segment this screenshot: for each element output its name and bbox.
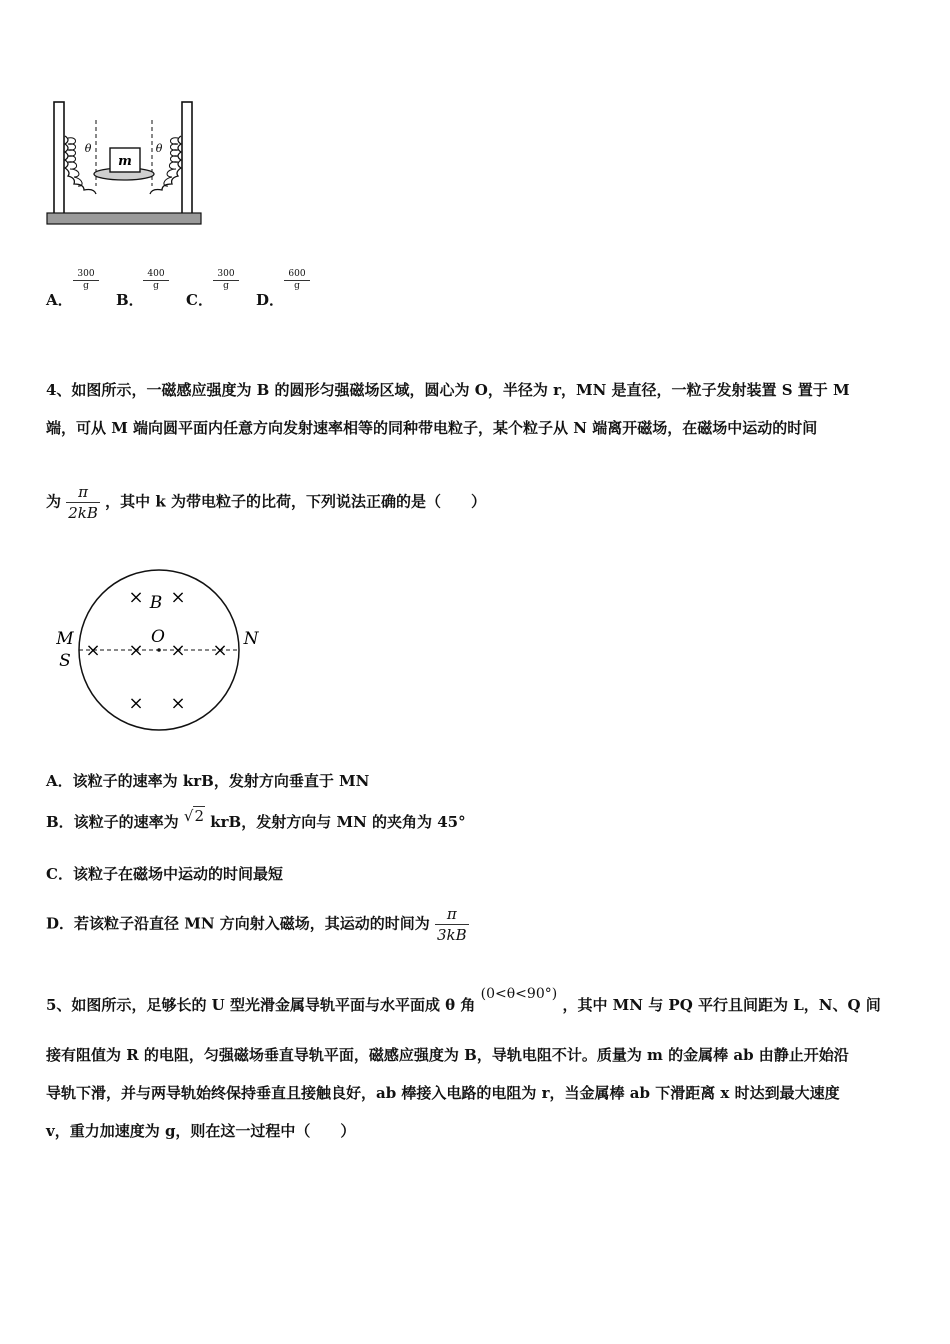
field-mark: × xyxy=(170,640,186,661)
field-mark: × xyxy=(128,693,144,714)
q3-option-b-fraction: $\frac{400}{g}$ xyxy=(143,269,169,292)
spring-apparatus-figure xyxy=(44,98,206,228)
q4-line-3-prefix: 为 xyxy=(46,492,62,511)
label-n: N xyxy=(243,629,259,649)
q4-option-d-prefix: D．若该粒子沿直径 MN 方向射入磁场，其运动的时间为 xyxy=(46,914,430,933)
q4-line-3 xyxy=(46,482,486,523)
right-spring-coils xyxy=(164,138,178,186)
field-mark: × xyxy=(128,587,144,608)
q4-option-b[interactable] xyxy=(46,807,466,832)
q4-option-c[interactable]: C．该粒子在磁场中运动的时间最短 xyxy=(46,865,283,883)
q5-line-1-prefix: 5、如图所示，足够长的 U 型光滑金属导轨平面与水平面成 θ 角 xyxy=(46,996,476,1014)
q5-angle-range: (0<θ<90°) xyxy=(480,986,558,1002)
q4-option-d[interactable] xyxy=(46,904,469,945)
q4-option-a[interactable]: A．该粒子的速率为 krB，发射方向垂直于 MN xyxy=(46,772,370,790)
base-plate xyxy=(47,213,201,224)
q5-line-2: 接有阻值为 R 的电阻，匀强磁场垂直导轨平面，磁感应强度为 B，导轨电阻不计。质量为 m 的金属棒 ab 由静止开始沿 xyxy=(46,1046,849,1064)
q4-time-fraction: $\frac{\pi}{2kB}$ xyxy=(68,483,98,522)
left-spring-coils xyxy=(68,138,82,186)
right-post xyxy=(182,102,192,214)
label-b: B xyxy=(149,593,163,613)
sqrt-expression: √2 xyxy=(183,807,205,825)
field-mark: × xyxy=(170,587,186,608)
q3-option-d-fraction: $\frac{600}{g}$ xyxy=(284,269,310,292)
q4-option-d-fraction: $\frac{\pi}{3kB}$ xyxy=(437,905,467,944)
label-m: M xyxy=(56,629,74,649)
q3-option-d-label[interactable]: D． xyxy=(256,291,285,309)
label-o: O xyxy=(151,627,165,647)
q4-option-b-suffix: krB，发射方向与 MN 的夹角为 45° xyxy=(210,813,466,831)
q3-option-a-label[interactable]: A． xyxy=(46,291,73,309)
q4-line-2: 端，可从 M 端向圆平面内任意方向发射速率相等的同种带电粒子，某个粒子从 N 端离开磁场，在磁场中运动的时间 xyxy=(46,419,818,437)
field-mark: × xyxy=(128,640,144,661)
mass-label: m xyxy=(118,154,132,169)
angle-right-label: θ xyxy=(155,142,163,155)
q5-line-1 xyxy=(46,986,881,1016)
q4-line-1: 4、如图所示，一磁感应强度为 B 的圆形匀强磁场区域，圆心为 O，半径为 r，MN 是直径，一粒子发射装置 S 置于 M xyxy=(46,381,850,399)
center-dot xyxy=(157,648,161,652)
field-mark: × xyxy=(170,693,186,714)
left-post xyxy=(54,102,64,214)
magnetic-field-figure xyxy=(50,566,270,736)
q3-option-b-label[interactable]: B． xyxy=(116,291,144,309)
angle-left-label: θ xyxy=(84,142,92,155)
q4-option-b-prefix: B．该粒子的速率为 xyxy=(46,813,179,831)
q5-line-3: 导轨下滑，并与两导轨始终保持垂直且接触良好，ab 棒接入电路的电阻为 r，当金属棒 ab 下滑距离 x 时达到最大速度 xyxy=(46,1084,840,1102)
q3-option-c-label[interactable]: C． xyxy=(186,291,213,309)
label-s: S xyxy=(59,651,71,671)
field-mark: × xyxy=(212,640,228,661)
q5-line-1-suffix: ，其中 MN 与 PQ 平行且间距为 L，N、Q 间 xyxy=(562,996,881,1014)
q5-line-4: v，重力加速度为 g，则在这一过程中（ ） xyxy=(46,1122,356,1140)
q3-option-a-fraction: $\frac{300}{g}$ xyxy=(73,269,99,292)
field-mark: × xyxy=(85,640,101,661)
q3-option-c-fraction: $\frac{300}{g}$ xyxy=(213,269,239,292)
q4-line-3-suffix: ，其中 k 为带电粒子的比荷，下列说法正确的是（ ） xyxy=(105,492,486,511)
